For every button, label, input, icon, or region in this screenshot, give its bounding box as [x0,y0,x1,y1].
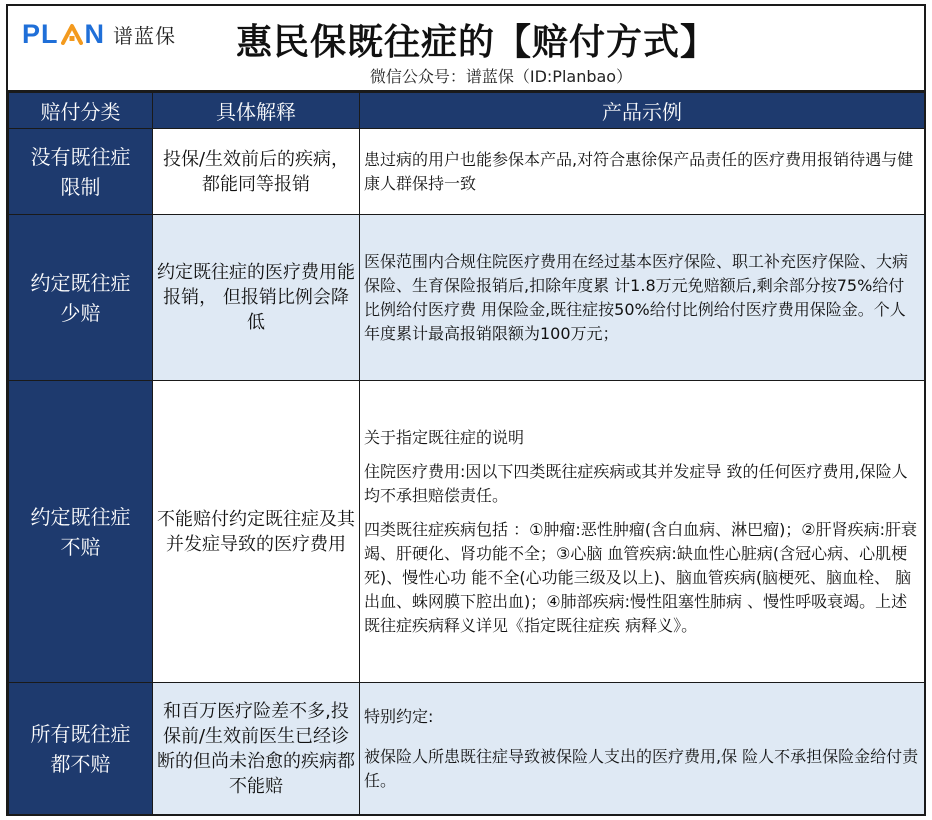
column-header-example: 产品示例 [360,93,925,129]
logo-name: 谱蓝保 [113,23,177,48]
logo-house-icon [61,23,83,45]
table-row [9,381,925,683]
example-cell [360,215,925,381]
category-line: 没有既往症 [30,144,131,169]
example-paragraph: 患过病的用户也能参保本产品,对符合惠徐保产品责任的医疗费用报销待遇与健康人群保持一致 [364,149,914,193]
table-row [9,683,925,815]
example-paragraph: 四类既往症疾病包括 ：①肿瘤:恶性肿瘤(含白血病、淋巴瘤)；②肝肾疾病:肝衰竭、肝硬化、肾功能不全；③心脑 血管疾病:缺血性心脏病(含冠心病、心肌梗死)、慢性心功 能不全(心功能三级及以上)、脑血管疾病(脑梗死、脑血栓、 脑出血、蛛网膜下腔出血)；④肺部疾病:慢性阻塞性肺病 、慢性呼吸衰竭。上述既往症疾病释义详见《指定既往症疾 病释义》。 [364,519,918,635]
category-cell [9,215,153,381]
explanation-cell: 约定既往症的医疗费用能报销， 但报销比例会降低 [153,215,360,381]
column-header-explanation: 具体解释 [153,93,360,129]
example-cell [360,129,925,215]
logo-brand-right: N [84,18,106,49]
compensation-table [8,92,925,815]
category-line: 约定既往症 [30,270,131,295]
logo-brand [22,19,105,50]
category-line: 约定既往症 [30,504,131,529]
header [8,6,924,92]
page-title: 惠民保既往症的【赔付方式】 [236,22,718,63]
example-cell [360,381,925,683]
category-line: 都不赔 [50,751,111,776]
explanation-cell: 和百万医疗险差不多,投保前/生效前医生已经诊断的但尚未治愈的疾病都不能赔 [153,683,360,815]
logo [22,16,210,52]
example-paragraph: 医保范围内合规住院医疗费用在经过基本医疗保险、职工补充医疗保险、大病保险、生育保险报销后,扣除年度累 计1.8万元免赔额后,剩余部分按75%给付比例给付医疗费 用保险金,既往症按50%给付比例给付医疗费用保险金。个人年度累计最高报销限额为100万元； [364,251,909,343]
category-line: 不赔 [60,534,101,559]
example-paragraph: 住院医疗费用:因以下四类既往症疾病或其并发症导 致的任何医疗费用,保险人均不承担赔偿责任。 [364,461,908,505]
table-header-row [9,93,925,129]
category-line: 少赔 [60,300,101,325]
example-cell [360,683,925,815]
category-cell [9,683,153,815]
category-cell [9,129,153,215]
example-paragraph: 特别约定: [364,706,434,726]
table-row [9,215,925,381]
example-paragraph: 关于指定既往症的说明 [364,427,525,447]
explanation-cell: 不能赔付约定既往症及其并发症导致的医疗费用 [153,381,360,683]
infographic-frame [6,4,926,816]
explanation-cell: 投保/生效前后的疾病，都能同等报销 [153,129,360,215]
example-paragraph: 被保险人所患既往症导致被保险人支出的医疗费用,保 险人不承担保险金给付责任。 [364,746,919,790]
page-subtitle: 微信公众号：谱蓝保（ID:Planbao） [369,67,633,86]
logo-brand-left: PL [22,18,59,49]
category-cell [9,381,153,683]
column-header-category: 赔付分类 [9,93,153,129]
category-line: 所有既往症 [30,721,131,746]
category-line: 限制 [60,174,101,199]
table-row [9,129,925,215]
